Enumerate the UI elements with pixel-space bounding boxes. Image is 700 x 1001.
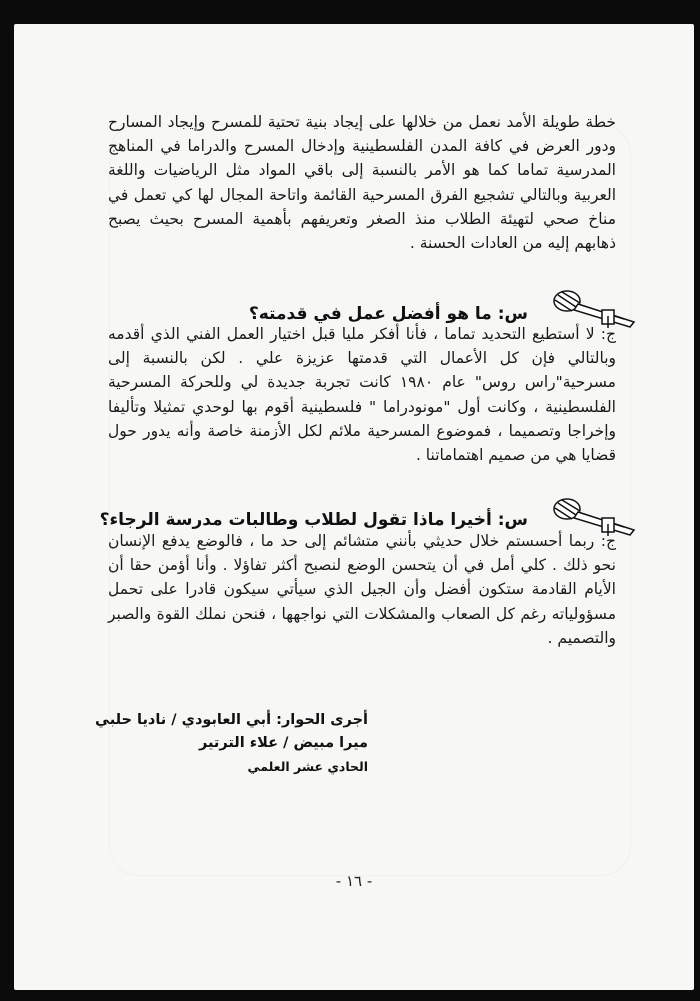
intro-paragraph: خطة طويلة الأمد نعمل من خلالها على إيجاد بنية تحتية للمسرح وإيجاد المسارح ودور العرض في كافة المدن الفلسطينية وإدخال المسرح والدراما في المناهج المدرسية تماما كما هو الأمر بالنسبة إلى باقي المواد مثل الرياضيات واللغة العربية وبالتالي تشجيع الفرق المسرحية القائمة واتاحة المجال لها كي تعمل في مناخ صحي لتهيئة الطلاب منذ الصغر وتعريفهم بأهمية المسرح بحيث يصبح ذهابهم إليه من العادات الحسنة . [108,113,616,253]
class-name: الحادي عشر العلمي [247,759,368,774]
interviewer-credit: ميرا مبيض / علاء الترتير [198,735,368,751]
answer-paragraph: ج: لا أستطيع التحديد تماما ، فأنا أفكر مليا قبل اختيار العمل الفني الذي أقدمه وبالتالي فإن كل الأعمال التي قدمتها عزيزة علي . لكن بالنسبة إلى مسرحية"راس روس" عام ١٩٨٠ كانت تجربة جديدة لي وللحركة المسرحية الفلسطينية ، وكانت أول "مونودراما " فلسطينية أقوم بها لوحدي تمثيلا وتأليفا وإخراجا وتصميما ، فموضوع المسرحية ملائم لكل الأزمنة خاصة وأنه يدور حول قضايا هي من صميم اهتماماتنا . [108,325,616,465]
question-heading: س: أخيرا ماذا تقول لطلاب وطالبات مدرسة الرجاء؟ [99,510,528,530]
interviewer-credit: أجرى الحوار: أبي العابودي / ناديا حلبي [95,712,368,728]
question-heading: س: ما هو أفضل عمل في قدمته؟ [248,304,528,324]
page-number: - ١٦ - [335,872,373,890]
answer-paragraph: ج: ربما أحسستم خلال حديثي بأنني متشائم إلى حد ما ، فالوضع يدفع الإنسان نحو ذلك . كلي أمل في أن يتحسن الوضع لنصبح أكثر تفاؤلا . وأنا أؤمن حقا أن الأيام القادمة ستكون أفضل وأن الجيل الذي سيأتي سيكون قادرا على تحمل مسؤولياته رغم كل الصعاب والمشكلات التي نواجهها ، فنحن نملك القوة والصبر والتصميم . [108,532,616,647]
document-page [14,24,694,990]
